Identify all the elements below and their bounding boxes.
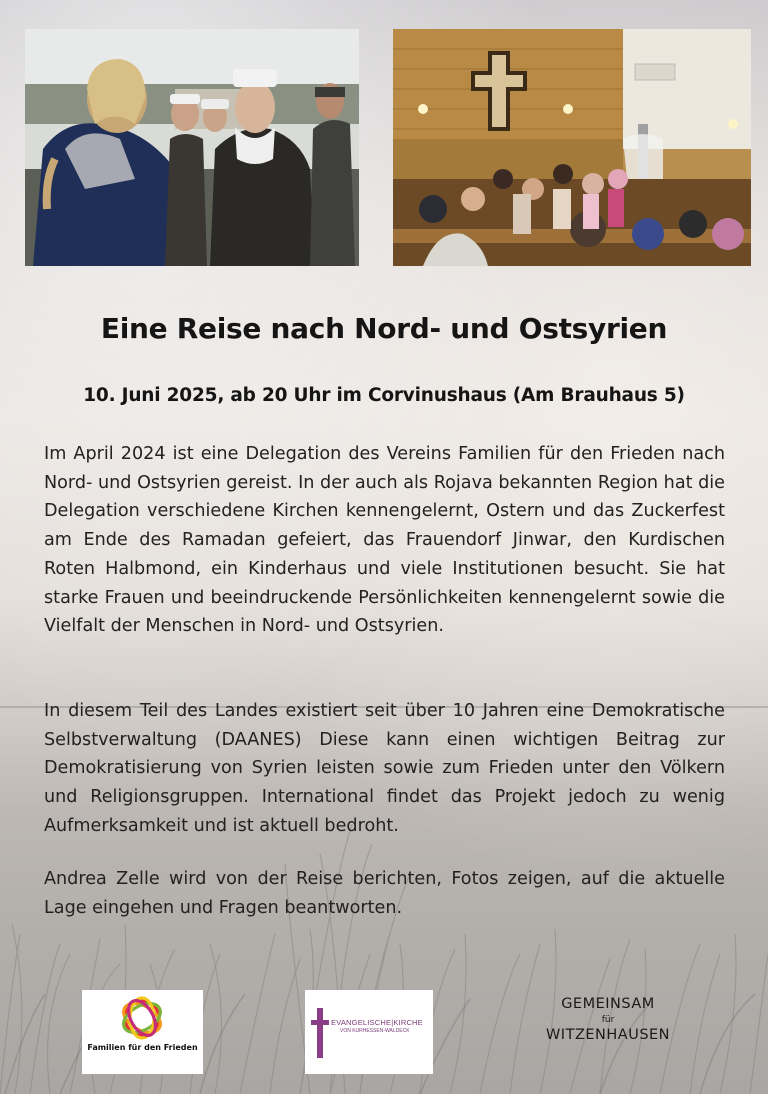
- paragraph-intro: Im April 2024 ist eine Delegation des Vereins Familien für den Frieden nach Nord- und Ostsyrien gereist. In der auch als Rojava bekannten Region hat die Delegation verschiedene Kirchen kennengelernt, Ostern und das Zuckerfest am Ende des Ramadan gefeiert, das Frauendorf Jinwar, den Kurdischen Roten Halbmond, ein Kinderhaus und viele Institutionen besucht. Sie hat starke Frauen und beeindruckende Persönlichkeiten kennengelernt sowie die Vielfalt der Menschen in Nord- und Ostsyrien.: [44, 444, 725, 637]
- photo-delegation-elders: [25, 29, 359, 266]
- kirche-title: EVANGELISCHE|KIRCHE: [331, 1018, 423, 1027]
- event-date-location: 10. Juni 2025, ab 20 Uhr im Corvinushaus (Am Brauhaus 5): [83, 385, 685, 406]
- logo-gemeinsam-fuer-witzenhausen: [528, 990, 688, 1050]
- gemeinsam-label: GEMEINSAM: [561, 996, 655, 1012]
- logo-evangelische-kirche: [305, 990, 433, 1074]
- page-title: Eine Reise nach Nord- und Ostsyrien: [100, 312, 668, 345]
- paragraph-daanes: In diesem Teil des Landes existiert seit über 10 Jahren eine Demokratische Selbstverwaltung (DAANES) Diese kann einen wichtigen Beitrag zur Demokratisierung von Syrien leisten sowie zum Frieden unter den Völkern und Religionsgruppen. International findet das Projekt jedoch zu wenig Aufmerksamkeit und ist aktuell bedroht.: [44, 701, 725, 836]
- familien-star-icon: [82, 990, 203, 1046]
- paragraph-speaker: Andrea Zelle wird von der Reise berichten, Fotos zeigen, auf die aktuelle Lage eingehen und Fragen beantworten.: [44, 869, 725, 918]
- kirche-subtitle: VON KURHESSEN-WALDECK: [340, 1028, 410, 1034]
- familien-label: Familien für den Frieden: [87, 1043, 198, 1052]
- cross-icon: [311, 1008, 329, 1058]
- witzenhausen-label: WITZENHAUSEN: [545, 1027, 671, 1043]
- logo-familien-fuer-den-frieden: [82, 990, 203, 1074]
- photo-church-children: [393, 29, 751, 266]
- fuer-label: für: [601, 1015, 615, 1025]
